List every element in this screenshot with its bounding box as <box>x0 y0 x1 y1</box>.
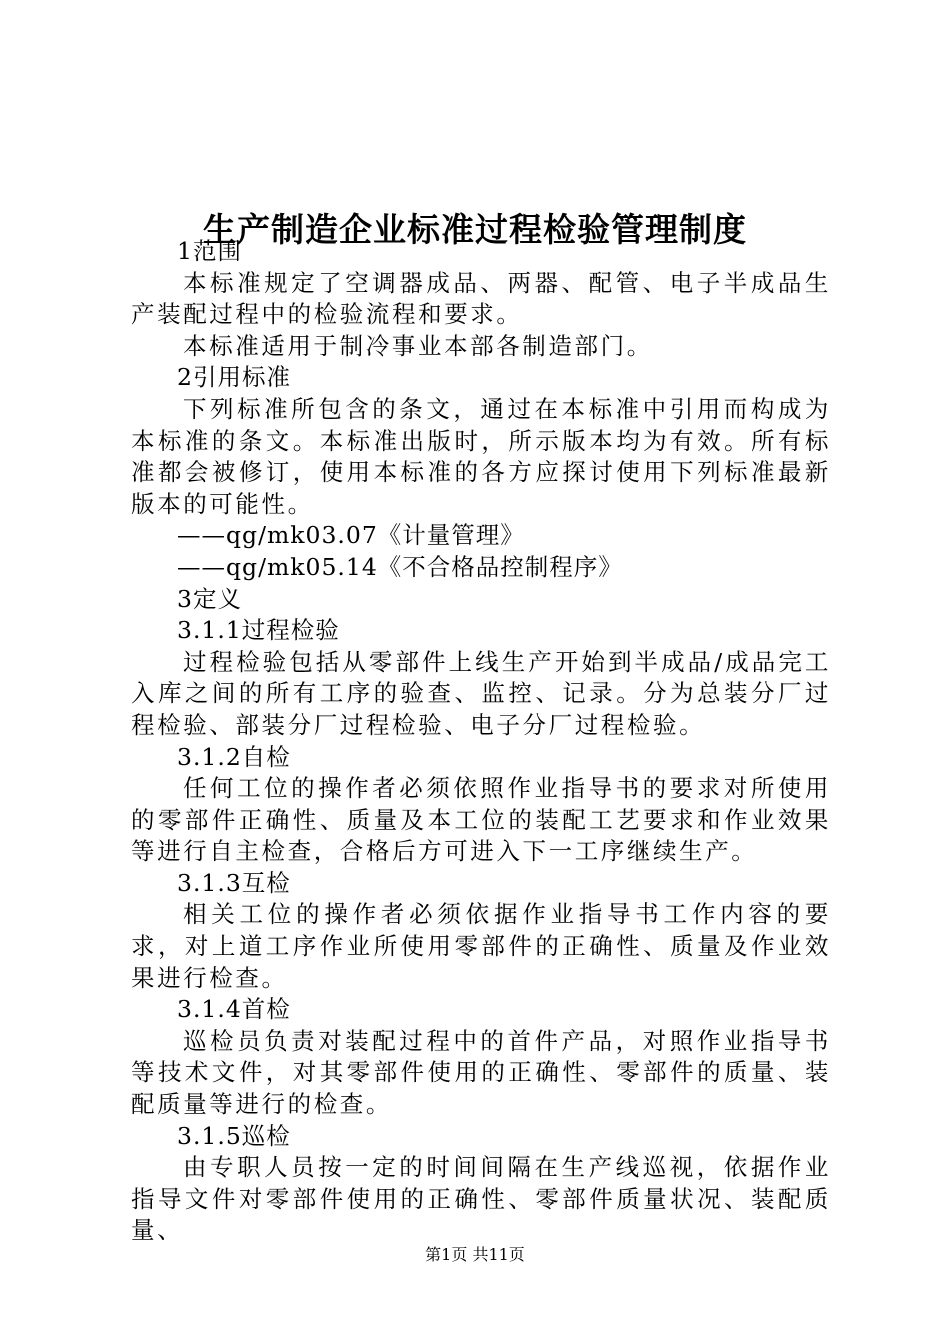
body-paragraph: 任何工位的操作者必须依照作业指导书的要求对所使用的零部件正确性、质量及本工位的装配工艺要求和作业效果等进行自主检查，合格后方可进入下一工序继续生产。 <box>131 774 831 866</box>
body-paragraph: 下列标准所包含的条文，通过在本标准中引用而构成为本标准的条文。本标准出版时，所示版本均为有效。所有标准都会被修订，使用本标准的各方应探讨使用下列标准最新版本的可能性。 <box>131 394 831 518</box>
body-paragraph: 相关工位的操作者必须依据作业指导书工作内容的要求，对上道工序作业所使用零部件的正确性、质量及作业效果进行检查。 <box>131 900 831 992</box>
document-body <box>131 236 831 1247</box>
section-heading: 3.1.4首检 <box>177 995 291 1024</box>
body-paragraph: 巡检员负责对装配过程中的首件产品，对照作业指导书等技术文件，对其零部件使用的正确性、零部件的质量、装配质量等进行的检查。 <box>131 1026 831 1119</box>
section-heading: 3.1.1过程检验 <box>177 616 340 645</box>
body-paragraph: 本标准适用于制冷事业本部各制造部门。 <box>183 331 653 360</box>
section-heading: 3.1.5巡检 <box>177 1121 291 1150</box>
document-title: 生产制造企业标准过程检验管理制度 <box>203 210 747 250</box>
body-paragraph: 由专职人员按一定的时间间隔在生产线巡视，依据作业指导文件对零部件使用的正确性、零部件质量状况、装配质量、 <box>131 1153 831 1245</box>
section-heading: 1范围 <box>177 237 242 265</box>
section-heading: 3定义 <box>177 584 242 613</box>
body-paragraph: 本标准规定了空调器成品、两器、配管、电子半成品生产装配过程中的检验流程和要求。 <box>131 268 831 329</box>
section-heading: 3.1.3互检 <box>177 868 291 897</box>
section-heading: 3.1.2自检 <box>177 742 291 771</box>
section-heading: 2引用标准 <box>177 363 291 392</box>
section-heading: ——qg/mk03.07《计量管理》 <box>177 521 525 550</box>
body-paragraph: 过程检验包括从零部件上线生产开始到半成品/成品完工入库之间的所有工序的验查、监控、记录。分为总装分厂过程检验、部装分厂过程检验、电子分厂过程检验。 <box>131 647 831 739</box>
page-footer: 第1页 共11页 <box>425 1245 525 1264</box>
section-heading: ——qg/mk05.14《不合格品控制程序》 <box>177 552 623 581</box>
